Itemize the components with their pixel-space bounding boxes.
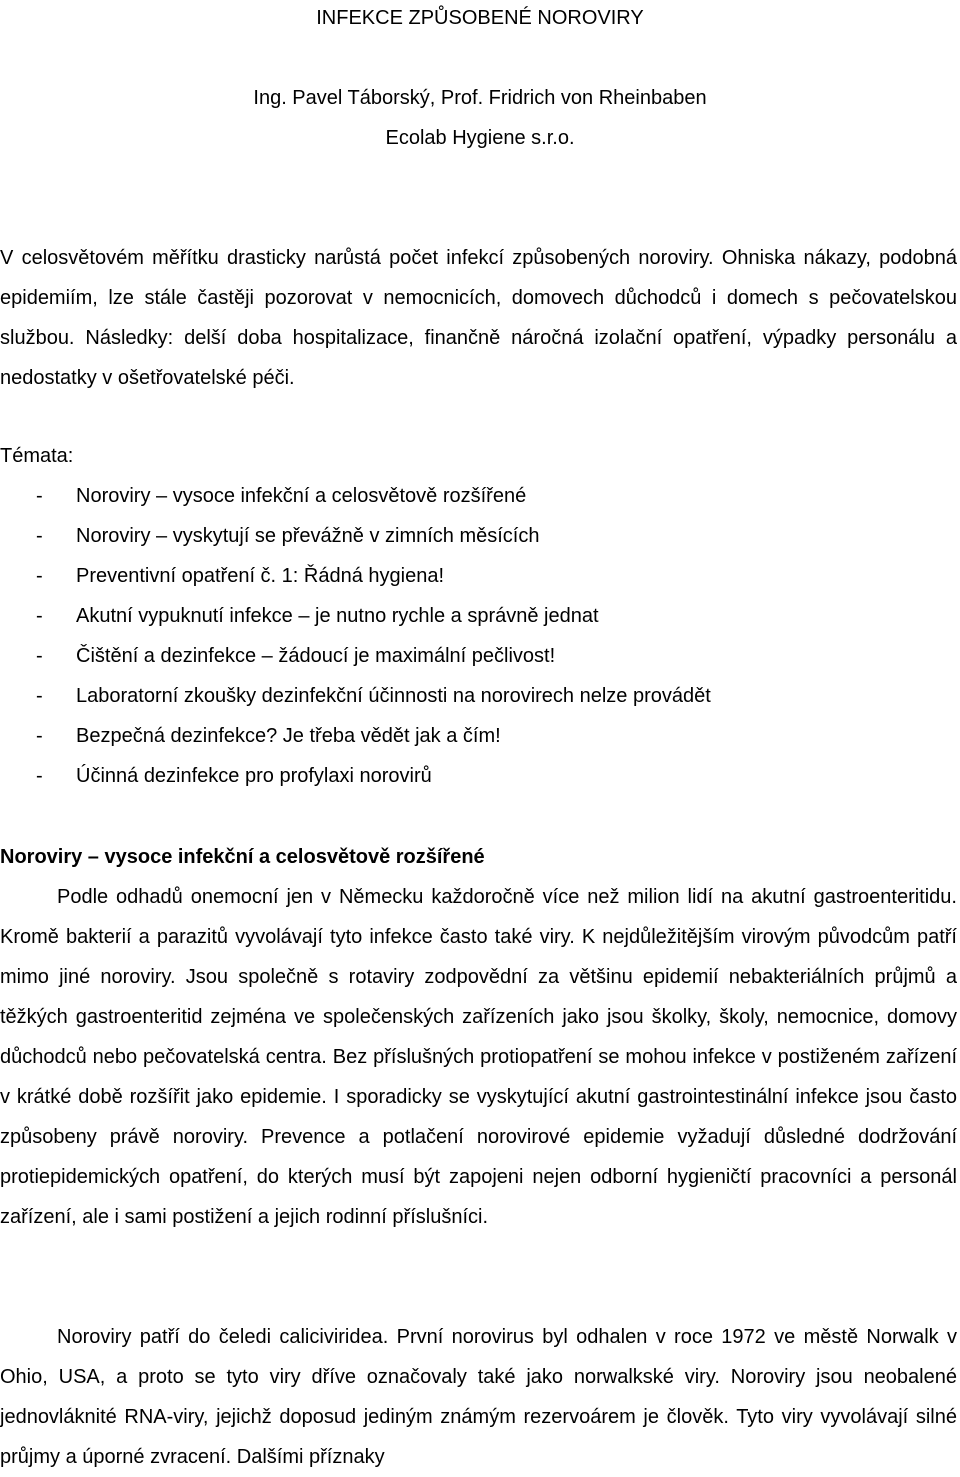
section-heading: Noroviry – vysoce infekční a celosvětově rozšířené xyxy=(0,846,485,868)
list-dash: - xyxy=(36,565,43,587)
topic-item xyxy=(0,756,957,796)
topic-text: Akutní vypuknutí infekce – je nutno rychle a správně jednat xyxy=(76,605,599,627)
intro-paragraph: V celosvětovém měřítku drasticky narůstá počet infekcí způsobených noroviry. Ohniska nákazy, podobná epidemiím, lze stále častěji pozorovat v nemocnicích, domovech důchodců i domech s pečovatelskou službou. Následky: delší doba hospitalizace, finančně náročná izolační opatření, výpadky personálu a nedostatky v ošetřovatelské péči. xyxy=(0,247,957,389)
topic-item xyxy=(0,716,957,756)
topic-item xyxy=(0,476,957,516)
list-dash: - xyxy=(36,485,43,507)
topic-item xyxy=(0,556,957,596)
topic-item xyxy=(0,676,957,716)
topic-item xyxy=(0,636,957,676)
list-dash: - xyxy=(36,685,43,707)
document-company: Ecolab Hygiene s.r.o. xyxy=(385,127,575,149)
body-paragraph: Noroviry patří do čeledi caliciviridea. První norovirus byl odhalen v roce 1972 ve městě Norwalk v Ohio, USA, a proto se tyto viry dříve označovaly také jako norwalkské viry. Noroviry jsou neobalené jednovláknité RNA-viry, jejichž doposud jediným známým rezervoárem je člověk. Tyto viry vyvolávají silné průjmy a úporné zvracení. Dalšími příznaky xyxy=(0,1326,957,1468)
document-title: INFEKCE ZPŮSOBENÉ NOROVIRY xyxy=(316,7,644,29)
list-dash: - xyxy=(36,765,43,787)
topic-text: Noroviry – vysoce infekční a celosvětově rozšířené xyxy=(76,485,527,507)
topic-text: Čištění a dezinfekce – žádoucí je maximální pečlivost! xyxy=(76,645,556,667)
topic-item xyxy=(0,596,957,636)
list-dash: - xyxy=(36,525,43,547)
topic-text: Preventivní opatření č. 1: Řádná hygiena! xyxy=(76,565,445,587)
topics-list xyxy=(0,476,957,796)
topics-label: Témata: xyxy=(0,445,74,467)
topic-text: Bezpečná dezinfekce? Je třeba vědět jak a čím! xyxy=(76,725,501,747)
document-authors: Ing. Pavel Táborský, Prof. Fridrich von Rheinbaben xyxy=(253,87,707,109)
list-dash: - xyxy=(36,725,43,747)
body-paragraph: Podle odhadů onemocní jen v Německu každoročně více než milion lidí na akutní gastroenteritidu. Kromě bakterií a parazitů vyvolávají tyto infekce často také viry. K nejdůležitějším virovým původcům patří mimo jiné noroviry. Jsou společně s rotaviry zodpovědní za většinu epidemií nebakteriálních průjmů a těžkých gastroenteritid zejména ve společenských zařízeních jako jsou školky, školy, nemocnice, domovy důchodců nebo pečovatelská centra. Bez příslušných protiopatření se mohou infekce v postiženém zařízení v krátké době rozšířit jako epidemie. I sporadicky se vyskytující akutní gastrointestinální infekce jsou často způsobeny právě noroviry. Prevence a potlačení norovirové epidemie vyžadují důsledné dodržování protiepidemických opatření, do kterých musí být zapojeni nejen odborní hygieničtí pracovníci a personál zařízení, ale i sami postižení a jejich rodinní příslušníci. xyxy=(0,886,957,1228)
topic-text: Noroviry – vyskytují se převážně v zimních měsících xyxy=(76,525,540,547)
list-dash: - xyxy=(36,605,43,627)
list-dash: - xyxy=(36,645,43,667)
topic-text: Laboratorní zkoušky dezinfekční účinnosti na norovirech nelze provádět xyxy=(76,685,711,707)
topic-text: Účinná dezinfekce pro profylaxi norovirů xyxy=(76,765,432,787)
topic-item xyxy=(0,516,957,556)
